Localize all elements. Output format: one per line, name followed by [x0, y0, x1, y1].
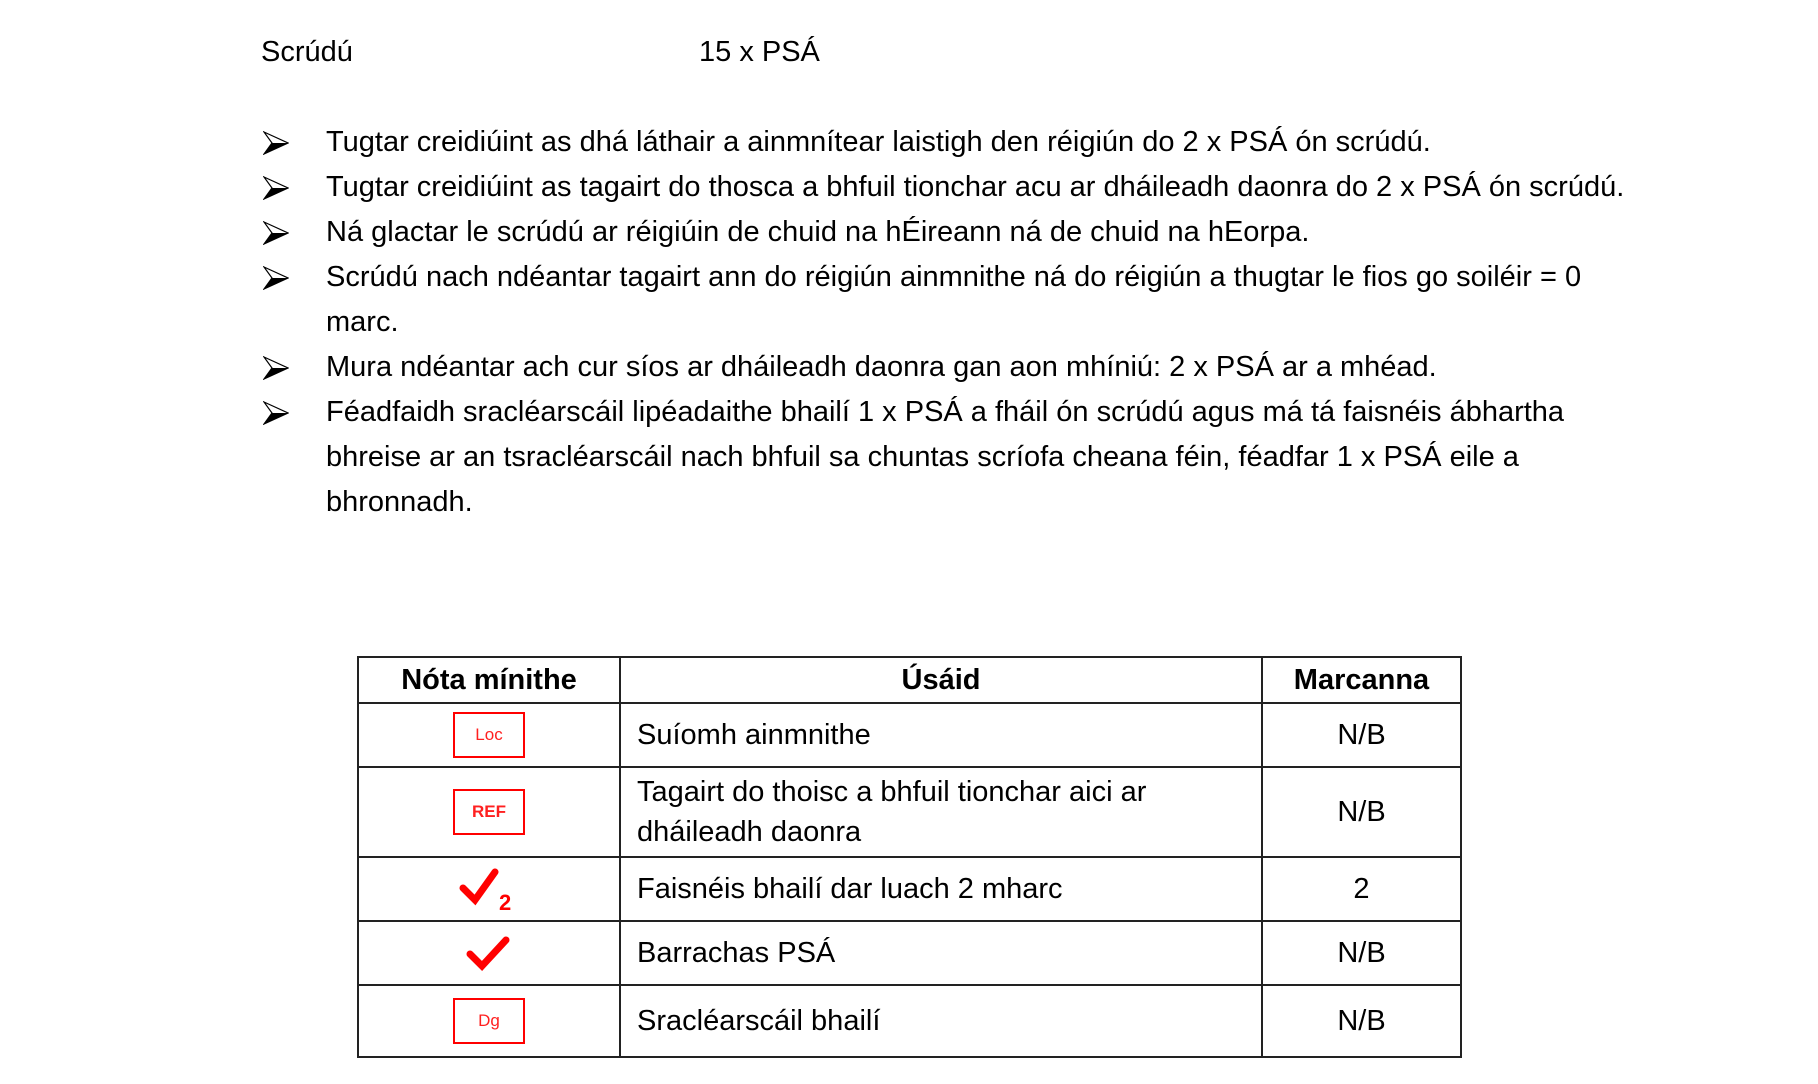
table-header-row	[358, 657, 1461, 703]
arrow-bullet-icon	[263, 266, 289, 290]
table-row	[358, 985, 1461, 1057]
section-heading	[261, 32, 820, 72]
marks-cell: N/B	[1262, 703, 1461, 767]
marks-cell: N/B	[1262, 767, 1461, 857]
bullet-item: Scrúdú nach ndéantar tagairt ann do réigiún ainmnithe ná do réigiún a thugtar le fios go soiléir = 0 marc.	[263, 255, 1653, 345]
heading-marks-value: 15 x PSÁ	[699, 36, 820, 68]
bullet-item: Mura ndéantar ach cur síos ar dháileadh daonra gan aon mhíniú: 2 x PSÁ ar a mhéad.	[263, 345, 1653, 390]
annotation-legend-table	[357, 656, 1462, 1058]
arrow-bullet-icon	[263, 401, 289, 425]
dg-box-icon: Dg	[453, 998, 525, 1044]
arrow-bullet-icon	[263, 176, 289, 200]
bullet-item: Ná glactar le scrúdú ar réigiúin de chuid na hÉireann ná de chuid na hEorpa.	[263, 210, 1653, 255]
usage-cell: Tagairt do thoisc a bhfuil tionchar aici ar dháileadh daonra	[620, 767, 1262, 857]
table-row	[358, 921, 1461, 985]
column-header-marks: Marcanna	[1262, 657, 1461, 703]
bullet-item: Tugtar creidiúint as tagairt do thosca a bhfuil tionchar acu ar dháileadh daonra do 2 x PSÁ ón scrúdú.	[263, 165, 1653, 210]
table-row	[358, 767, 1461, 857]
usage-cell: Suíomh ainmnithe	[620, 703, 1262, 767]
marks-cell: N/B	[1262, 921, 1461, 985]
marks-cell: N/B	[1262, 985, 1461, 1057]
heading-label: Scrúdú	[261, 36, 353, 68]
ref-box-icon: REF	[453, 789, 525, 835]
usage-cell: Sracléarscáil bhailí	[620, 985, 1262, 1057]
table-row	[358, 703, 1461, 767]
tick-icon	[464, 934, 514, 974]
arrow-bullet-icon	[263, 356, 289, 380]
usage-cell: Barrachas PSÁ	[620, 921, 1262, 985]
arrow-bullet-icon	[263, 131, 289, 155]
bullet-item: Féadfaidh sracléarscáil lipéadaithe bhailí 1 x PSÁ a fháil ón scrúdú agus má tá faisnéis ábhartha bhreise ar an tsracléarscáil nach bhfuil sa chuntas scríofa cheana féin, féadfar 1 x PSÁ eile a bhronnadh.	[263, 390, 1653, 525]
marking-scheme-bullets	[263, 120, 1653, 525]
column-header-note: Nóta mínithe	[358, 657, 620, 703]
marks-cell: 2	[1262, 857, 1461, 921]
bullet-item: Tugtar creidiúint as dhá láthair a ainmnítear laistigh den réigiún do 2 x PSÁ ón scrúdú.	[263, 120, 1653, 165]
loc-box-icon: Loc	[453, 712, 525, 758]
column-header-usage: Úsáid	[620, 657, 1262, 703]
tick-2-icon	[459, 866, 519, 912]
arrow-bullet-icon	[263, 221, 289, 245]
svg-text:2: 2	[499, 890, 512, 912]
usage-cell: Faisnéis bhailí dar luach 2 mharc	[620, 857, 1262, 921]
table-row	[358, 857, 1461, 921]
